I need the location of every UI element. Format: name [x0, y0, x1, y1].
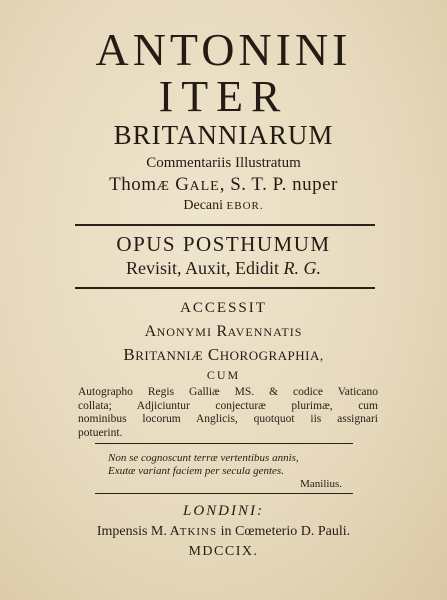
imprint-line	[0, 523, 447, 541]
quote-attribution: Manilius.	[300, 478, 342, 490]
author-office	[0, 197, 447, 215]
epigraph	[108, 452, 348, 491]
title-iter: ITER	[158, 72, 289, 121]
paragraph-line: potuerint.	[78, 426, 123, 439]
accessit: ACCESSIT	[180, 300, 267, 316]
author-office-rest: EBOR.	[226, 200, 264, 212]
imprint-name-cap: A	[169, 524, 180, 539]
anonymi-rest: NONYMI	[156, 325, 212, 339]
author-last-cap: G	[175, 174, 190, 195]
description-paragraph	[78, 386, 378, 440]
title-antonini: ANTONINI	[95, 24, 352, 75]
year: MDCCIX.	[188, 544, 259, 559]
chorographia-rest: HOROGRAPHIA,	[219, 348, 324, 363]
imprint-name-rest: TKINS	[179, 526, 218, 538]
ravennatis-cap: R	[216, 323, 228, 340]
paragraph-line: nominibus locorum Anglicis, quotquot iis assignari	[78, 413, 378, 425]
paragraph-line: Autographo Regis Galliæ MS. & codice Vaticano	[78, 386, 378, 398]
britanniae-rest: RITANNIÆ	[135, 348, 204, 363]
subtitle: Commentariis Illustratum	[146, 155, 301, 171]
title-britanniarum: BRITANNIARUM	[113, 120, 334, 150]
rule-quote-bottom	[95, 493, 353, 494]
anonymi-line	[0, 322, 447, 342]
ravennatis-rest: AVENNATIS	[227, 325, 303, 339]
anonymi-cap: A	[144, 323, 157, 340]
author-first-cap: Thom	[109, 174, 157, 195]
quote-line: Exutæ variant faciem per secula gentes.	[108, 465, 284, 477]
imprint-pre: Impensis M.	[96, 524, 167, 539]
place-londini: LONDINI:	[182, 503, 264, 519]
rule-quote-top	[95, 443, 353, 444]
revision-text: Revisit, Auxit, Edidit	[125, 258, 279, 278]
cum: CUM	[206, 368, 241, 382]
revision-line	[0, 258, 447, 279]
author-last-rest: ALE	[189, 179, 220, 194]
quote-line: Non se cognoscunt terræ vertentibus annis,	[108, 452, 299, 464]
chorographia-cap: C	[207, 345, 220, 364]
author-first-rest: Æ	[156, 179, 170, 194]
britanniae-cap: B	[123, 345, 136, 364]
rule-middle	[75, 287, 375, 289]
paragraph-line: collata; Adjiciuntur conjecturæ plurimæ, cum	[78, 399, 378, 412]
author-suffix: , S. T. P. nuper	[219, 174, 338, 195]
author-line	[0, 174, 447, 198]
imprint-post: in Cœmeterio D. Pauli.	[220, 524, 351, 539]
author-office-cap: Decani	[183, 198, 224, 213]
chorographia-line	[0, 345, 447, 366]
opus-posthumum: OPUS POSTHUMUM	[116, 232, 331, 256]
rule-top	[75, 224, 375, 226]
revision-initials: R. G.	[283, 258, 321, 278]
